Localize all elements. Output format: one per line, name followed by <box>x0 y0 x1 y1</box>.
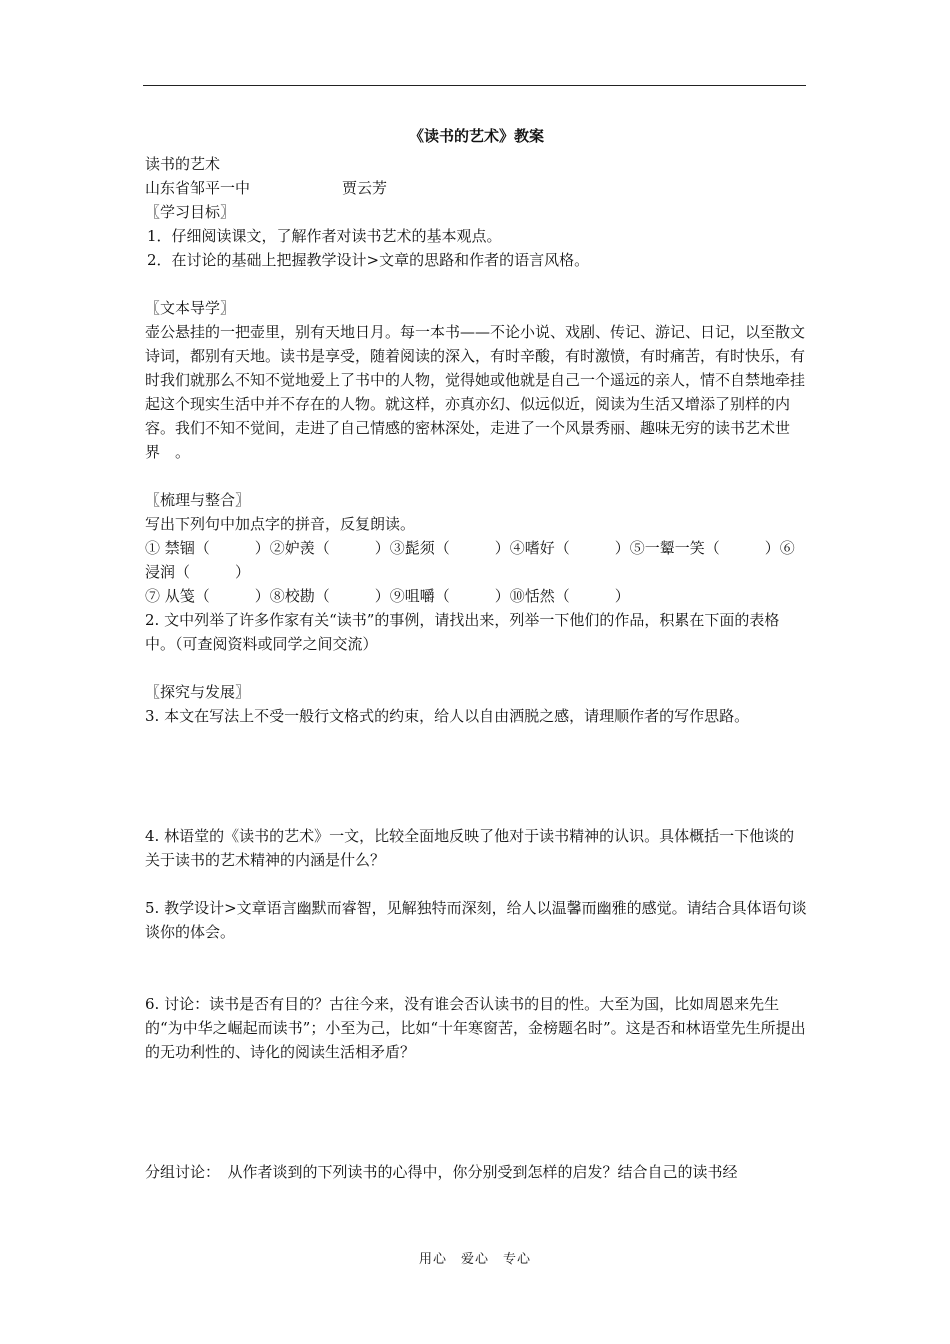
document-subtitle: 读书的艺术 <box>145 155 221 173</box>
answer-space <box>145 728 808 824</box>
answer-space <box>145 1064 808 1160</box>
group-discussion: 分组讨论： 从作者谈到的下列读书的心得中，你分别受到怎样的启发？结合自己的读书经 <box>145 1163 738 1181</box>
guide-heading: 〖文本导学〗 <box>145 299 236 317</box>
goal-item-2: 2．在讨论的基础上把握教学设计>文章的思路和作者的语言风格。 <box>147 251 590 269</box>
question-5: 5. 教学设计>文章语言幽默而睿智，见解独特而深刻，给人以温馨而幽雅的感觉。请结合具体语句谈谈你的体会。 <box>145 899 807 941</box>
author-name: 贾云芳 <box>342 179 388 197</box>
pinyin-exercise-row-2: ⑦ 从笺（ ）⑧校勘（ ）⑨咀嚼（ ）⑩恬然（ ） <box>145 587 630 605</box>
document-title: 《读书的艺术》教案 <box>408 127 544 145</box>
organize-instruction: 写出下列句中加点字的拼音，反复朗读。 <box>145 515 416 533</box>
question-3: 3. 本文在写法上不受一般行文格式的约束，给人以自由洒脱之感，请理顺作者的写作思路。 <box>145 707 750 725</box>
document-body <box>145 124 808 1184</box>
question-2: 2. 文中列举了许多作家有关“读书”的事例，请找出来，列举一下他们的作品，积累在下面的表格中。（可查阅资料或同学之间交流） <box>145 611 780 653</box>
organize-heading: 〖梳理与整合〗 <box>145 491 251 509</box>
explore-heading: 〖探究与发展〗 <box>145 683 251 701</box>
spacer <box>145 656 808 680</box>
goals-heading: 〖学习目标〗 <box>145 203 236 221</box>
header-rule <box>143 85 806 86</box>
spacer <box>145 464 808 488</box>
question-4: 4. 林语堂的《读书的艺术》一文，比较全面地反映了他对于读书精神的认识。具体概括一下他谈的关于读书的艺术精神的内涵是什么？ <box>145 827 795 869</box>
goal-item-1: 1．仔细阅读课文，了解作者对读书艺术的基本观点。 <box>147 227 502 245</box>
author-line <box>145 176 808 200</box>
answer-space <box>145 944 808 992</box>
guide-paragraph: 壶公悬挂的一把壶里，别有天地日月。每一本书——不论小说、戏剧、传记、游记、日记，以至散文诗词，都别有天地。读书是享受，随着阅读的深入，有时辛酸，有时激愤，有时痛苦，有时快乐，有时我们就那么不知不觉地爱上了书中的人物，觉得她或他就是自己一个遥远的亲人，情不自禁地牵挂起这个现实生活中并不存在的人物。就这样，亦真亦幻、似远似近，阅读为生活又增添了别样的内容。我们不知不觉间，走进了自己情感的密林深处，走进了一个风景秀丽、趣味无穷的读书艺术世界 。 <box>145 323 806 461</box>
question-6: 6. 讨论：读书是否有目的？古往今来，没有谁会否认读书的目的性。大至为国，比如周恩来先生的“为中华之崛起而读书”；小至为己，比如“十年寒窗苦，金榜题名时”。这是否和林语堂先生所提出的无功利性的、诗化的阅读生活相矛盾？ <box>145 995 806 1061</box>
pinyin-exercise-row-1: ① 禁锢（ ）②妒羡（ ）③髭须（ ）④嗜好（ ）⑤一颦一笑（ ）⑥浸润（ ） <box>145 539 795 581</box>
spacer <box>145 872 808 896</box>
school-name: 山东省邹平一中 <box>145 179 251 197</box>
page-footer: 用心 爱心 专心 <box>418 1252 531 1267</box>
spacer <box>145 272 808 296</box>
